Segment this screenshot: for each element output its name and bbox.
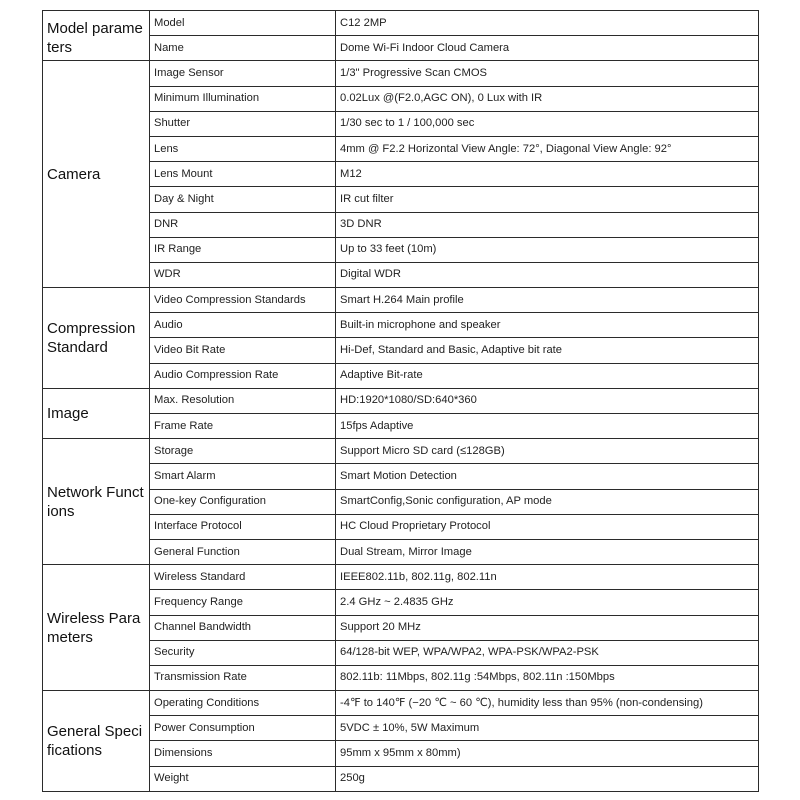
param-value: IEEE802.11b, 802.11g, 802.11n xyxy=(336,565,759,590)
param-value: Support 20 MHz xyxy=(336,615,759,640)
param-name: Minimum Illumination xyxy=(150,86,336,111)
param-value: 4mm @ F2.2 Horizontal View Angle: 72°, Diagonal View Angle: 92° xyxy=(336,136,759,161)
param-name: Interface Protocol xyxy=(150,514,336,539)
param-name: Frequency Range xyxy=(150,590,336,615)
param-value: -4℉ to 140℉ (−20 ℃ ~ 60 ℃), humidity less than 95% (non-condensing) xyxy=(336,691,759,716)
spec-row xyxy=(43,338,759,363)
spec-row xyxy=(43,489,759,514)
param-value: Hi-Def, Standard and Basic, Adaptive bit rate xyxy=(336,338,759,363)
param-value: Up to 33 feet (10m) xyxy=(336,237,759,262)
group-label: Network Functions xyxy=(43,439,150,565)
param-value: 5VDC ± 10%, 5W Maximum xyxy=(336,716,759,741)
spec-row xyxy=(43,766,759,791)
param-name: General Function xyxy=(150,539,336,564)
param-value: SmartConfig,Sonic configuration, AP mode xyxy=(336,489,759,514)
spec-row xyxy=(43,111,759,136)
param-value: 95mm x 95mm x 80mm) xyxy=(336,741,759,766)
param-name: Lens Mount xyxy=(150,162,336,187)
param-name: Smart Alarm xyxy=(150,464,336,489)
param-value: 1/3" Progressive Scan CMOS xyxy=(336,61,759,86)
param-value: M12 xyxy=(336,162,759,187)
param-value: 64/128-bit WEP, WPA/WPA2, WPA-PSK/WPA2-PSK xyxy=(336,640,759,665)
param-value: IR cut filter xyxy=(336,187,759,212)
param-name: Weight xyxy=(150,766,336,791)
spec-row xyxy=(43,640,759,665)
param-name: Operating Conditions xyxy=(150,691,336,716)
spec-row xyxy=(43,313,759,338)
param-name: Video Compression Standards xyxy=(150,288,336,313)
spec-row xyxy=(43,439,759,464)
param-name: Image Sensor xyxy=(150,61,336,86)
group-label: Compression Standard xyxy=(43,288,150,389)
param-name: Audio Compression Rate xyxy=(150,363,336,388)
spec-row xyxy=(43,716,759,741)
param-value: 1/30 sec to 1 / 100,000 sec xyxy=(336,111,759,136)
param-name: Storage xyxy=(150,439,336,464)
param-name: Dimensions xyxy=(150,741,336,766)
spec-row xyxy=(43,61,759,86)
spec-row xyxy=(43,565,759,590)
spec-row xyxy=(43,741,759,766)
spec-row xyxy=(43,162,759,187)
param-value: HD:1920*1080/SD:640*360 xyxy=(336,388,759,413)
param-name: Security xyxy=(150,640,336,665)
param-value: Dual Stream, Mirror Image xyxy=(336,539,759,564)
spec-row xyxy=(43,388,759,413)
param-name: Audio xyxy=(150,313,336,338)
spec-row xyxy=(43,539,759,564)
param-value: C12 2MP xyxy=(336,11,759,36)
param-name: Max. Resolution xyxy=(150,388,336,413)
param-value: 250g xyxy=(336,766,759,791)
spec-row xyxy=(43,414,759,439)
spec-row xyxy=(43,86,759,111)
spec-row xyxy=(43,136,759,161)
group-label: Image xyxy=(43,388,150,438)
spec-row xyxy=(43,590,759,615)
spec-table-body xyxy=(43,11,759,792)
spec-row xyxy=(43,36,759,61)
spec-row xyxy=(43,615,759,640)
group-label: General Specifications xyxy=(43,691,150,792)
param-value: Support Micro SD card (≤128GB) xyxy=(336,439,759,464)
spec-row xyxy=(43,237,759,262)
param-name: Name xyxy=(150,36,336,61)
param-name: Frame Rate xyxy=(150,414,336,439)
param-value: Smart Motion Detection xyxy=(336,464,759,489)
param-name: WDR xyxy=(150,262,336,287)
param-name: Lens xyxy=(150,136,336,161)
group-label: Model parameters xyxy=(43,11,150,61)
param-value: HC Cloud Proprietary Protocol xyxy=(336,514,759,539)
param-name: Wireless Standard xyxy=(150,565,336,590)
param-name: One-key Configuration xyxy=(150,489,336,514)
param-value: 2.4 GHz ~ 2.4835 GHz xyxy=(336,590,759,615)
param-value: 15fps Adaptive xyxy=(336,414,759,439)
spec-row xyxy=(43,665,759,690)
spec-row xyxy=(43,363,759,388)
spec-row xyxy=(43,514,759,539)
param-value: 0.02Lux @(F2.0,AGC ON), 0 Lux with IR xyxy=(336,86,759,111)
spec-row xyxy=(43,288,759,313)
param-name: Video Bit Rate xyxy=(150,338,336,363)
group-label: Camera xyxy=(43,61,150,288)
param-name: Shutter xyxy=(150,111,336,136)
param-value: 802.11b: 11Mbps, 802.11g :54Mbps, 802.11n :150Mbps xyxy=(336,665,759,690)
param-name: IR Range xyxy=(150,237,336,262)
param-value: 3D DNR xyxy=(336,212,759,237)
spec-row xyxy=(43,464,759,489)
param-value: Built-in microphone and speaker xyxy=(336,313,759,338)
param-value: Adaptive Bit-rate xyxy=(336,363,759,388)
param-name: DNR xyxy=(150,212,336,237)
spec-row xyxy=(43,212,759,237)
param-value: Smart H.264 Main profile xyxy=(336,288,759,313)
param-value: Digital WDR xyxy=(336,262,759,287)
spec-row xyxy=(43,11,759,36)
group-label: Wireless Parameters xyxy=(43,565,150,691)
spec-table xyxy=(42,10,759,792)
spec-row xyxy=(43,187,759,212)
param-name: Channel Bandwidth xyxy=(150,615,336,640)
spec-row xyxy=(43,262,759,287)
param-name: Day & Night xyxy=(150,187,336,212)
param-name: Model xyxy=(150,11,336,36)
spec-row xyxy=(43,691,759,716)
param-name: Power Consumption xyxy=(150,716,336,741)
param-name: Transmission Rate xyxy=(150,665,336,690)
param-value: Dome Wi-Fi Indoor Cloud Camera xyxy=(336,36,759,61)
